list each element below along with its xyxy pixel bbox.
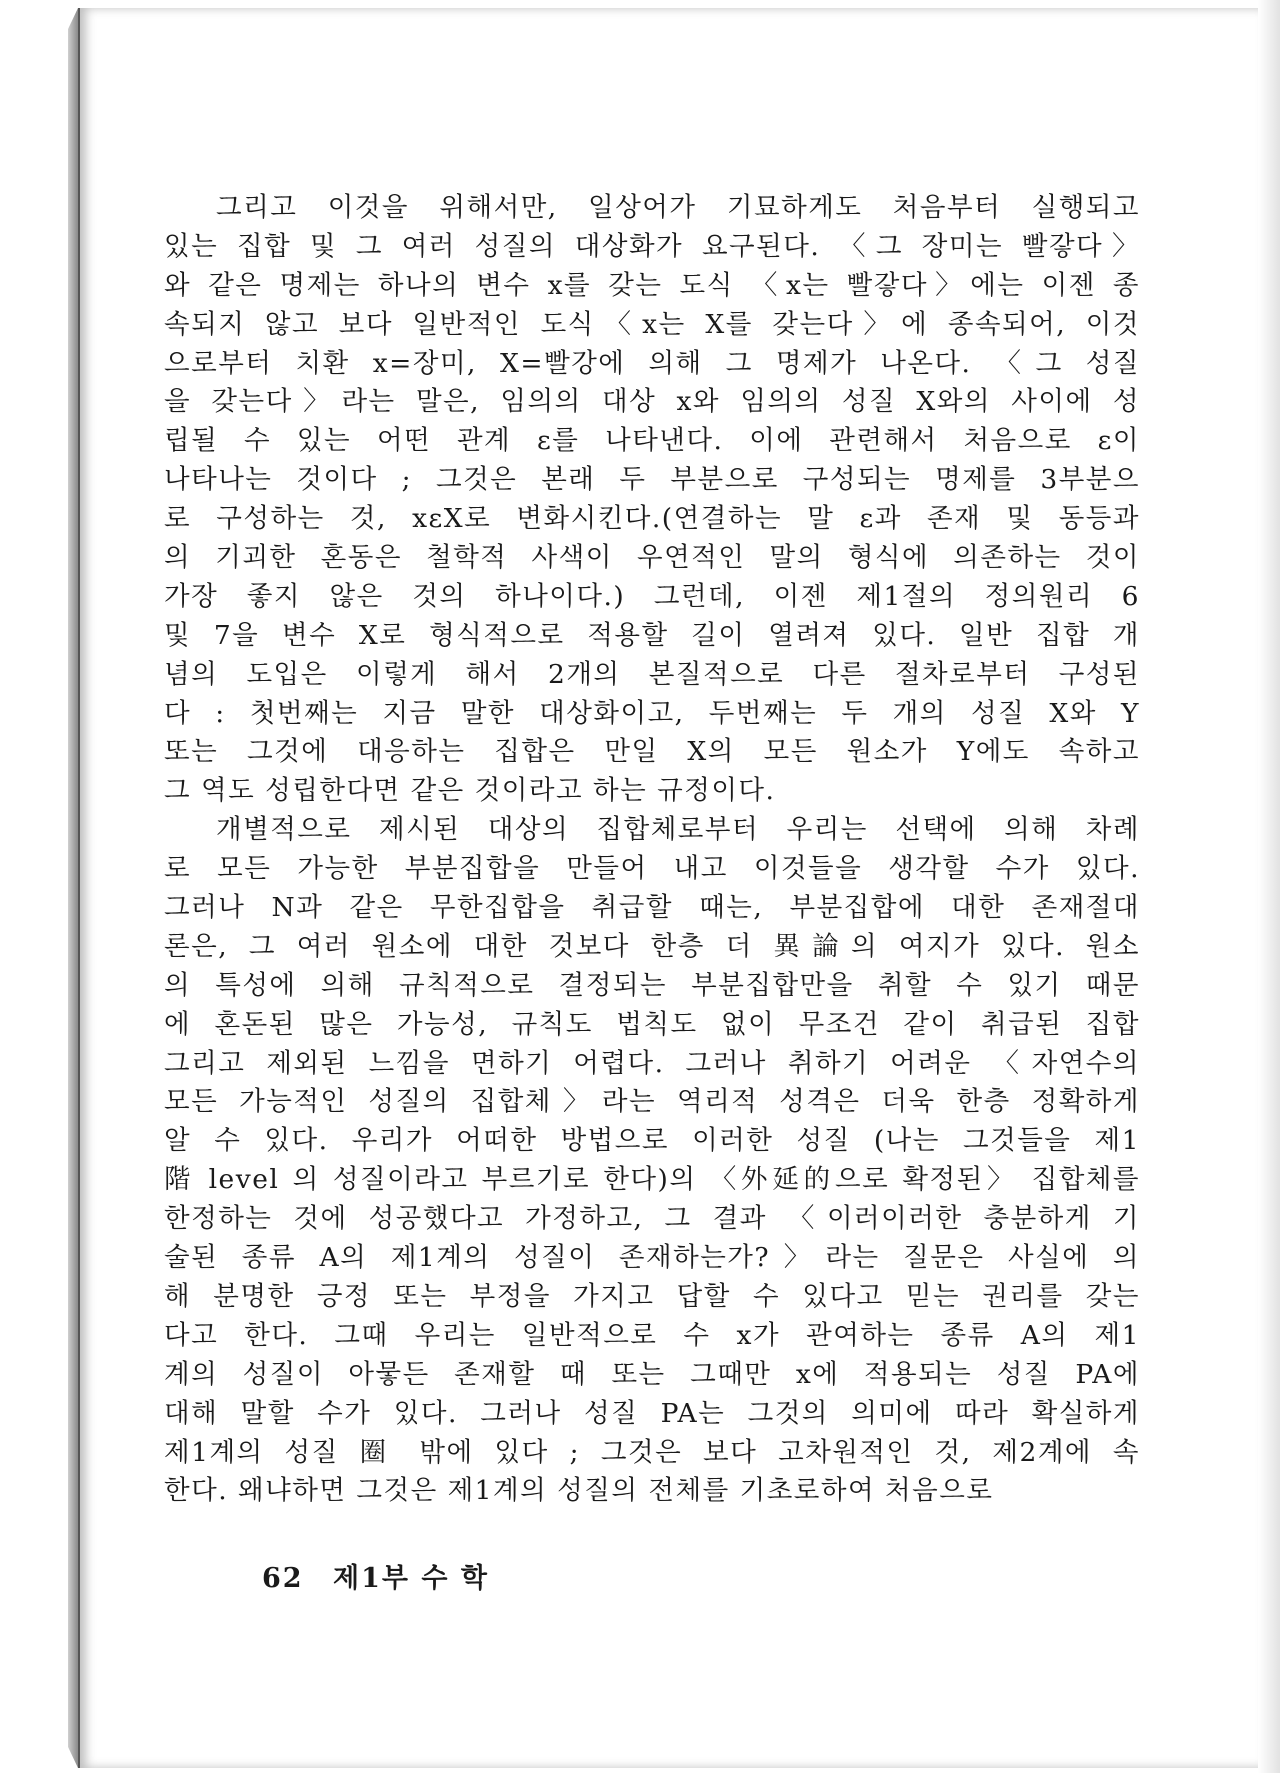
- text-line: 념의 도입은 이렇게 해서 2개의 본질적으로 다른 절차로부터 구성된: [164, 658, 1140, 690]
- text-line: 으로부터 치환 x=장미, X=빨강에 의해 그 명제가 나온다. 〈그 성질: [164, 347, 1140, 379]
- text-line: 의 기괴한 혼동은 철학적 사색이 우연적인 말의 형식에 의존하는 것이: [164, 542, 1140, 574]
- text-line: 해 분명한 긍정 또는 부정을 가지고 답할 수 있다고 믿는 권리를 갖는: [164, 1280, 1140, 1312]
- text-line: 한정하는 것에 성공했다고 가정하고, 그 결과 〈이러이러한 충분하게 기: [164, 1203, 1140, 1235]
- text-line: 론은, 그 여러 원소에 대한 것보다 한층 더 異論의 여지가 있다. 원소: [164, 930, 1140, 962]
- text-line: 와 같은 명제는 하나의 변수 x를 갖는 도식 〈x는 빨갛다〉에는 이젠 종: [164, 269, 1140, 301]
- text-line: 대해 말할 수가 있다. 그러나 성질 PA는 그것의 의미에 따라 확실하게: [164, 1397, 1140, 1429]
- text-line: 알 수 있다. 우리가 어떠한 방법으로 이러한 성질 (나는 그것들을 제1: [164, 1125, 1140, 1157]
- body-text: [164, 189, 1140, 1511]
- text-line: 있는 집합 및 그 여러 성질의 대상화가 요구된다. 〈그 장미는 빨갛다〉: [164, 230, 1140, 262]
- text-line: 그리고 제외된 느낌을 면하기 어렵다. 그러나 취하기 어려운 〈자연수의: [164, 1047, 1140, 1079]
- text-line: 나타나는 것이다 ; 그것은 본래 두 부분으로 구성되는 명제를 3부분으: [164, 464, 1140, 496]
- text-line: 을 갖는다〉라는 말은, 임의의 대상 x와 임의의 성질 X와의 사이에 성: [164, 386, 1140, 418]
- text-line: 한다. 왜냐하면 그것은 제1계의 성질의 전체를 기초로하여 처음으로: [164, 1475, 994, 1507]
- paragraph-1: [164, 189, 1140, 811]
- text-line: 그리고 이것을 위해서만, 일상어가 기묘하게도 처음부터 실행되고: [216, 192, 1140, 223]
- text-line: 다 : 첫번째는 지금 말한 대상화이고, 두번째는 두 개의 성질 X와 Y: [164, 697, 1140, 729]
- text-line: 술된 종류 A의 제1계의 성질이 존재하는가?〉라는 질문은 사실에 의: [164, 1242, 1140, 1274]
- text-line: 다고 한다. 그때 우리는 일반적으로 수 x가 관여하는 종류 A의 제1: [164, 1319, 1140, 1351]
- text-line: 階 level 의 성질이라고 부르기로 한다)의 〈外延的으로 확정된〉 집합체를: [164, 1164, 1140, 1196]
- text-line: 및 7을 변수 X로 형식적으로 적용할 길이 열려져 있다. 일반 집합 개: [164, 619, 1140, 651]
- text-line: 에 혼돈된 많은 가능성, 규칙도 법칙도 없이 무조건 같이 취급된 집합: [164, 1008, 1140, 1040]
- text-line: 계의 성질이 아뭏든 존재할 때 또는 그때만 x에 적용되는 성질 PA에: [164, 1358, 1140, 1390]
- text-line: 로 모든 가능한 부분집합을 만들어 내고 이것들을 생각할 수가 있다.: [164, 853, 1140, 885]
- page-number: 62: [262, 1563, 304, 1594]
- text-line: 그 역도 성립한다면 같은 것이라고 하는 규정이다.: [164, 775, 776, 807]
- page-edge-shadow: [1258, 0, 1280, 1773]
- paragraph-2: [164, 811, 1140, 1511]
- section-label: 제1부 수 학: [332, 1563, 489, 1594]
- text-line: 속되지 않고 보다 일반적인 도식〈x는 X를 갖는다〉에 종속되어, 이것: [164, 308, 1140, 340]
- text-line: 또는 그것에 대응하는 집합은 만일 X의 모든 원소가 Y에도 속하고: [164, 736, 1140, 768]
- text-line: 로 구성하는 것, xεX로 변화시킨다.(연결하는 말 ε과 존재 및 동등과: [164, 503, 1140, 535]
- text-line: 제1계의 성질 圈 밖에 있다 ; 그것은 보다 고차원적인 것, 제2계에 속: [164, 1436, 1140, 1468]
- text-line: 그러나 N과 같은 무한집합을 취급할 때는, 부분집합에 대한 존재절대: [164, 892, 1140, 924]
- page-footer: [262, 1556, 489, 1595]
- text-line: 모든 가능적인 성질의 집합체〉라는 역리적 성격은 더욱 한층 정확하게: [164, 1086, 1140, 1118]
- text-line: 개별적으로 제시된 대상의 집합체로부터 우리는 선택에 의해 차례: [216, 814, 1140, 846]
- text-line: 의 특성에 의해 규칙적으로 결정되는 부분집합만을 취할 수 있기 때문: [164, 969, 1140, 1001]
- text-line: 가장 좋지 않은 것의 하나이다.) 그런데, 이젠 제1절의 정의원리 6: [164, 580, 1140, 612]
- text-line: 립될 수 있는 어떤 관계 ε를 나타낸다. 이에 관련해서 처음으로 ε이: [164, 425, 1140, 457]
